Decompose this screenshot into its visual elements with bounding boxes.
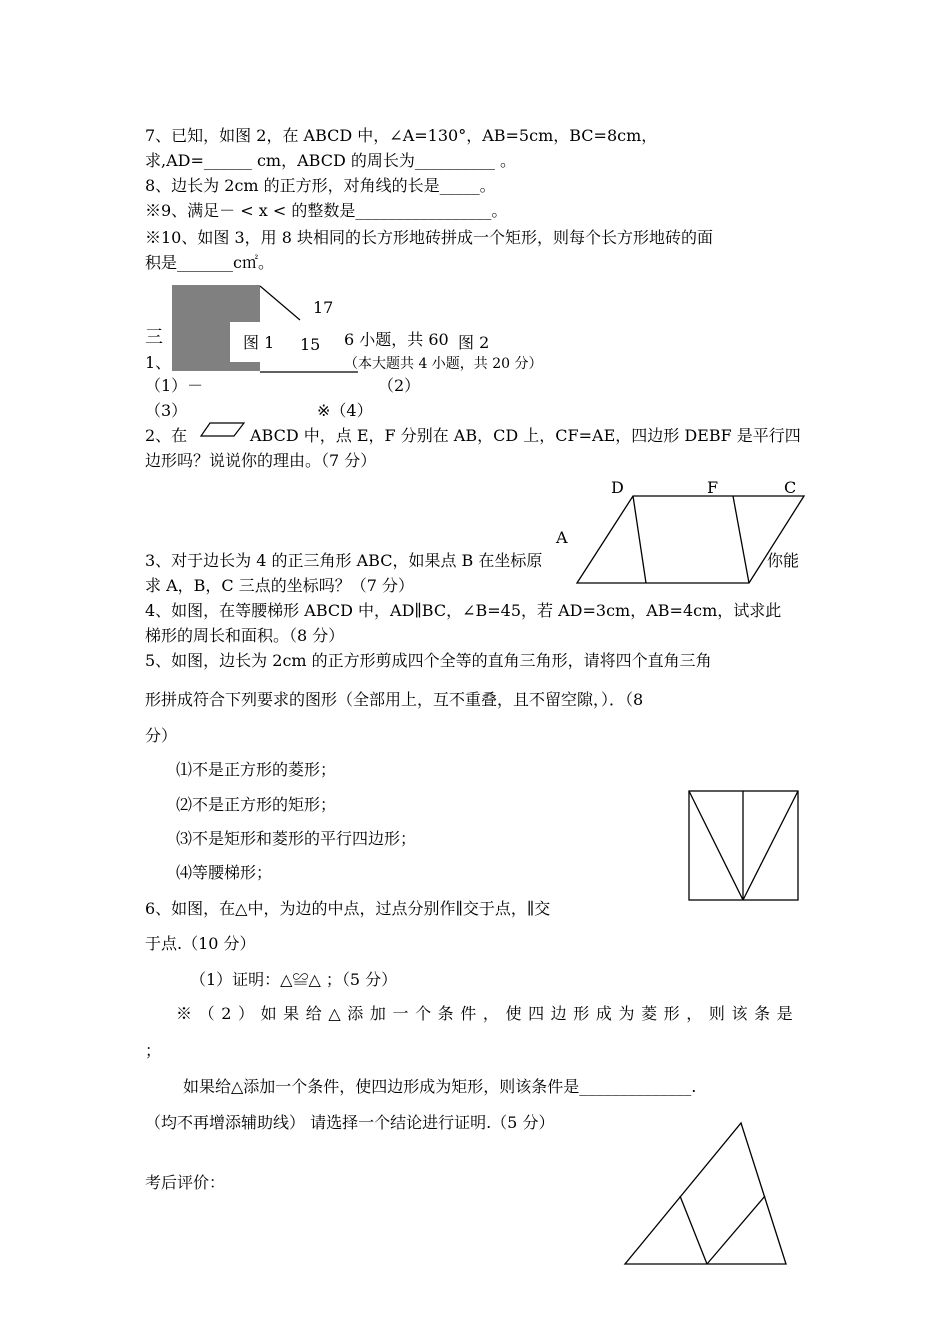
q6-line1: 6、如图，在△中，为边的中点，过点分别作∥交于点，∥交 bbox=[145, 899, 551, 918]
section-heading: 三 bbox=[145, 327, 163, 348]
triangle-abc bbox=[625, 1123, 786, 1264]
q2-line2: 边形吗？说说你的理由。（7 分） bbox=[145, 451, 377, 470]
segment-df-triangle bbox=[707, 1196, 765, 1264]
q5-item-2: ⑵不是正方形的矩形； bbox=[176, 795, 337, 814]
q8-text: 8、边长为 2cm 的正方形，对角线的长是_____。 bbox=[145, 176, 496, 195]
label-15: 15 bbox=[300, 335, 321, 354]
q3-line1: 3、对于边长为 4 的正三角形 ABC，如果点 B 在坐标原 bbox=[145, 551, 543, 570]
figure-1-label: 图 1 bbox=[243, 333, 275, 352]
q5-line2: 形拼成符合下列要求的图形（全部用上，互不重叠，且不留空隙，）．（8 bbox=[145, 690, 644, 709]
q2-line1: ABCD 中，点 E，F 分别在 AB，CD 上，CF=AE，四边形 DEBF 是平行四 bbox=[250, 426, 801, 445]
q1-part3: （3） bbox=[145, 401, 188, 420]
q9-text: ※9、满足－ < x < 的整数是_________________。 bbox=[145, 201, 508, 220]
q2-prefix: 2、在 bbox=[145, 426, 188, 445]
q5-item-4: ⑷等腰梯形； bbox=[176, 863, 273, 882]
q7-line1: 7、已知，如图 2，在 ABCD 中，∠A=130°，AB=5cm，BC=8cm， bbox=[145, 126, 658, 145]
q5-line1: 5、如图，边长为 2cm 的正方形剪成四个全等的直角三角形，请将四个直角三角 bbox=[145, 651, 712, 670]
vertex-C: C bbox=[784, 478, 797, 497]
q1-part2: （2） bbox=[378, 376, 421, 395]
q6-part1: （1）证明：△≌△ ；（5 分） bbox=[190, 970, 398, 989]
q4-line2: 梯形的周长和面积。（8 分） bbox=[145, 626, 345, 645]
q5-line3: 分） bbox=[145, 726, 178, 745]
q10-line2: 积是_______c㎡。 bbox=[145, 253, 274, 272]
q1-part4: ※（4） bbox=[317, 401, 373, 420]
post-exam-evaluation: 考后评价： bbox=[145, 1173, 226, 1192]
q6-part2: ※（2）如果给△添加一个条件，使四边形成为菱形，则该条是 bbox=[176, 1004, 800, 1023]
section-fragment: 6 小题，共 60 bbox=[344, 330, 449, 349]
q1-part1: （1）－ bbox=[145, 376, 204, 395]
q3-line2: 求 A，B，C 三点的坐标吗？（7 分） bbox=[145, 576, 414, 595]
label-17: 17 bbox=[313, 298, 334, 317]
vertex-A: A bbox=[556, 528, 568, 547]
q1-heading: 1、 bbox=[145, 353, 172, 372]
q6-line2: 于点.（10 分） bbox=[145, 934, 256, 953]
segment-de-triangle bbox=[680, 1196, 707, 1264]
q6-part2-end: ； bbox=[145, 1041, 162, 1060]
figure-2-label: 图 2 bbox=[458, 333, 490, 352]
q3-line1-end: 你能 bbox=[767, 551, 800, 570]
q7-line2: 求,AD=______ cm，ABCD 的周长为__________ 。 bbox=[145, 151, 516, 170]
q1-note: （本大题共 4 小题，共 20 分） bbox=[344, 356, 543, 372]
q5-item-3: ⑶不是矩形和菱形的平行四边形； bbox=[176, 829, 417, 848]
q4-line1: 4、如图，在等腰梯形 ABCD 中，AD∥BC，∠B=45，若 AD=3cm，AB=4cm，试求此 bbox=[145, 601, 782, 620]
vertex-F: F bbox=[707, 478, 719, 497]
vertex-D: D bbox=[611, 478, 624, 497]
q5-item-1: ⑴不是正方形的菱形； bbox=[176, 760, 337, 779]
q10-line1: ※10、如图 3，用 8 块相同的长方形地砖拼成一个矩形，则每个长方形地砖的面 bbox=[145, 228, 713, 247]
q6-note: （均不再增添辅助线） 请选择一个结论进行证明.（5 分） bbox=[145, 1113, 555, 1132]
q6-part3: 如果给△添加一个条件，使四边形成为矩形，则该条件是______________. bbox=[183, 1077, 697, 1096]
